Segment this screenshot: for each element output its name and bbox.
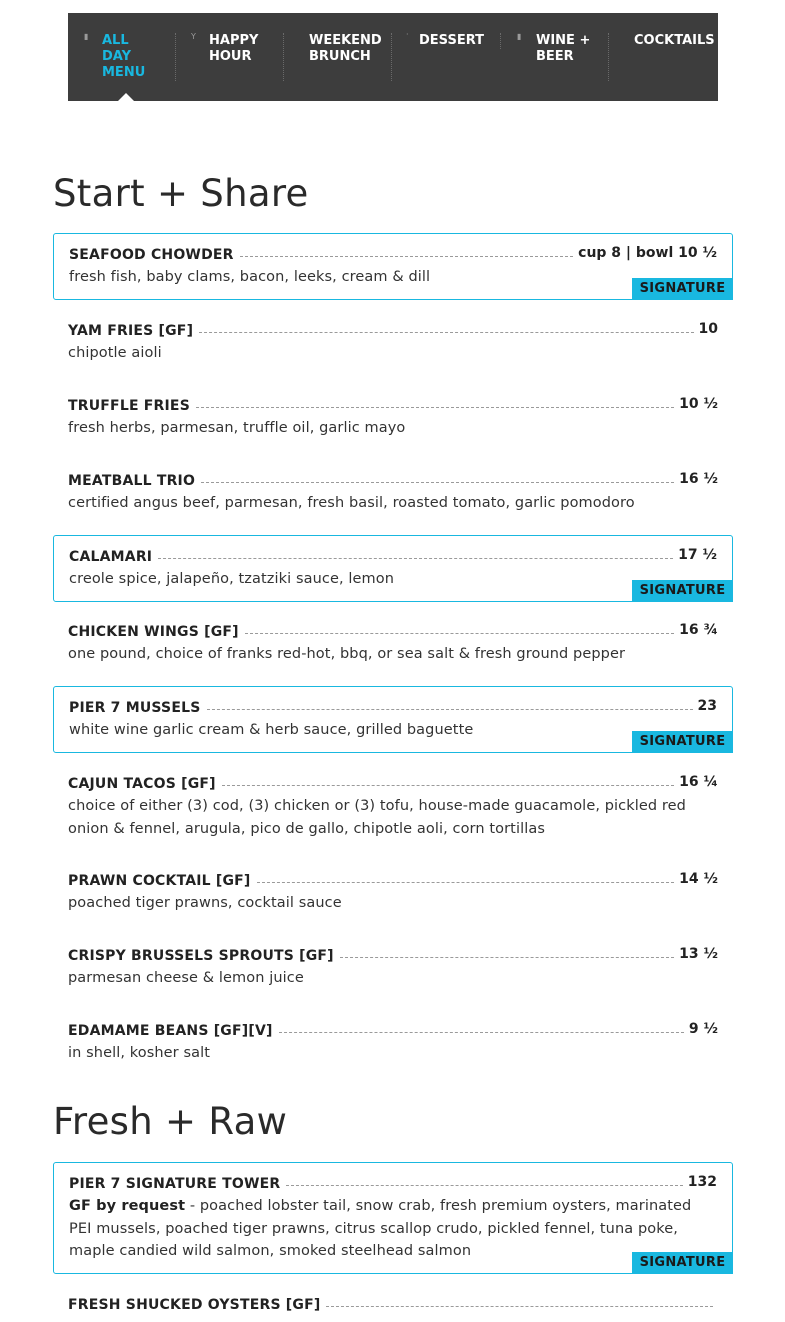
nav-divider — [283, 33, 285, 81]
dotted-leader — [201, 482, 674, 483]
dotted-leader — [279, 1032, 684, 1033]
nav-tab-all-day-menu[interactable] — [102, 33, 162, 81]
menu-item-calamari — [53, 535, 733, 602]
nav-tab-label-line: BRUNCH — [309, 49, 371, 64]
dotted-leader — [158, 558, 673, 559]
nav-divider — [391, 33, 393, 81]
nav-divider — [175, 33, 177, 81]
item-price: 9 ½ — [688, 1021, 718, 1037]
item-description — [69, 1195, 717, 1263]
item-description: poached tiger prawns, cocktail sauce — [68, 895, 342, 911]
item-description: white wine garlic cream & herb sauce, grilled baguette — [69, 722, 474, 738]
menu-item-prawn-cocktail — [53, 869, 733, 915]
item-name: CALAMARI — [69, 549, 153, 565]
signature-badge: SIGNATURE — [632, 1252, 733, 1274]
dessert-icon: · — [406, 30, 409, 39]
item-name: YAM FRIES [GF] — [68, 323, 194, 339]
dotted-leader — [240, 256, 573, 257]
wine-bottle-icon: ▮ — [517, 32, 522, 41]
item-name: PRAWN COCKTAIL [GF] — [68, 873, 251, 889]
nav-tab-cocktails[interactable] — [634, 33, 718, 49]
item-name: PIER 7 SIGNATURE TOWER — [69, 1176, 281, 1192]
dotted-leader — [207, 709, 693, 710]
item-price: 17 ½ — [678, 547, 717, 563]
menu-item-pier-7-mussels — [53, 686, 733, 753]
signature-badge: SIGNATURE — [632, 731, 733, 753]
nav-divider — [608, 33, 610, 81]
menu-icon: ▮ — [84, 32, 89, 41]
menu-nav-bar — [68, 13, 718, 101]
item-price: 10 ½ — [679, 396, 718, 412]
item-price: 23 — [697, 698, 717, 714]
item-price: 16 ½ — [679, 471, 718, 487]
item-description: choice of either (3) cod, (3) chicken or (3) tofu, house-made guacamole, pickled red onion & fennel, arugula, pico de gallo, chipotle aoli, corn tortillas — [68, 798, 686, 837]
menu-item-fresh-shucked-oysters — [53, 1293, 733, 1313]
item-name: TRUFFLE FRIES — [68, 398, 190, 414]
item-name: CAJUN TACOS [GF] — [68, 776, 216, 792]
item-description: one pound, choice of franks red-hot, bbq, or sea salt & fresh ground pepper — [68, 646, 626, 662]
nav-tab-weekend-brunch[interactable] — [309, 33, 389, 65]
menu-item-edamame-beans — [53, 1019, 733, 1065]
dotted-leader — [286, 1185, 682, 1186]
item-description: parmesan cheese & lemon juice — [68, 970, 304, 986]
dotted-leader — [326, 1306, 713, 1307]
item-name: PIER 7 MUSSELS — [69, 700, 201, 716]
nav-tab-label-line: COCKTAILS — [634, 33, 715, 48]
menu-item-meatball-trio — [53, 469, 733, 515]
nav-tab-label-line: DAY — [102, 49, 132, 64]
item-description: fresh fish, baby clams, bacon, leeks, cream & dill — [69, 269, 431, 285]
dotted-leader — [196, 407, 674, 408]
item-name: MEATBALL TRIO — [68, 473, 196, 489]
nav-tab-wine-beer[interactable] — [536, 33, 598, 65]
menu-item-truffle-fries — [53, 394, 733, 440]
signature-badge: SIGNATURE — [632, 278, 733, 300]
menu-item-yam-fries — [53, 319, 733, 365]
nav-divider — [500, 33, 502, 49]
dotted-leader — [199, 332, 693, 333]
menu-item-cajun-tacos — [53, 772, 733, 840]
item-price: 13 ½ — [679, 946, 718, 962]
item-description: creole spice, jalapeño, tzatziki sauce, lemon — [69, 571, 395, 587]
menu-item-pier-7-signature-tower — [53, 1162, 733, 1274]
dotted-leader — [222, 785, 674, 786]
item-name: EDAMAME BEANS [GF][V] — [68, 1023, 273, 1039]
item-name: FRESH SHUCKED OYSTERS [GF] — [68, 1297, 321, 1313]
item-name: CRISPY BRUSSELS SPROUTS [GF] — [68, 948, 334, 964]
item-price: cup 8 | bowl 10 ½ — [578, 245, 717, 261]
item-price: 16 ¾ — [679, 622, 718, 638]
item-description: fresh herbs, parmesan, truffle oil, garlic mayo — [68, 420, 406, 436]
signature-badge: SIGNATURE — [632, 580, 733, 602]
dotted-leader — [245, 633, 674, 634]
item-name: CHICKEN WINGS [GF] — [68, 624, 239, 640]
item-description-lead: GF by request — [69, 1198, 186, 1214]
nav-tab-label-line: ALL — [102, 33, 129, 48]
item-description: chipotle aioli — [68, 345, 162, 361]
menu-item-chicken-wings — [53, 620, 733, 666]
nav-tab-happy-hour[interactable] — [209, 33, 279, 65]
section-title-start-share: Start + Share — [53, 172, 309, 215]
dotted-leader — [257, 882, 675, 883]
item-price: 16 ¼ — [679, 774, 718, 790]
item-price: 10 — [698, 321, 718, 337]
item-description: in shell, kosher salt — [68, 1045, 211, 1061]
nav-tab-label-line: HOUR — [209, 49, 252, 64]
nav-tab-label-line: MENU — [102, 65, 146, 80]
active-tab-indicator — [118, 93, 134, 101]
item-description-text: - poached lobster tail, snow crab, fresh premium oysters, marinated PEI mussels, poached tiger prawns, citrus scallop crudo, pickled fennel, tuna poke, maple candied wild salmon, smoked steelhead salmon — [69, 1198, 692, 1259]
nav-tab-label-line: HAPPY — [209, 33, 259, 48]
nav-tab-label-line: DESSERT — [419, 33, 484, 48]
item-price: 132 — [687, 1174, 717, 1190]
nav-tab-label-line: WINE + — [536, 33, 591, 48]
nav-tab-dessert[interactable] — [419, 33, 491, 49]
nav-tab-label-line: BEER — [536, 49, 574, 64]
nav-tab-label-line: WEEKEND — [309, 33, 382, 48]
menu-item-seafood-chowder — [53, 233, 733, 300]
menu-item-crispy-brussels-sprouts — [53, 944, 733, 990]
item-name: SEAFOOD CHOWDER — [69, 247, 234, 263]
item-description: certified angus beef, parmesan, fresh basil, roasted tomato, garlic pomodoro — [68, 495, 635, 511]
section-title-fresh-raw: Fresh + Raw — [53, 1100, 288, 1143]
dotted-leader — [340, 957, 674, 958]
cocktail-icon: Y — [191, 32, 196, 41]
item-price: 14 ½ — [679, 871, 718, 887]
